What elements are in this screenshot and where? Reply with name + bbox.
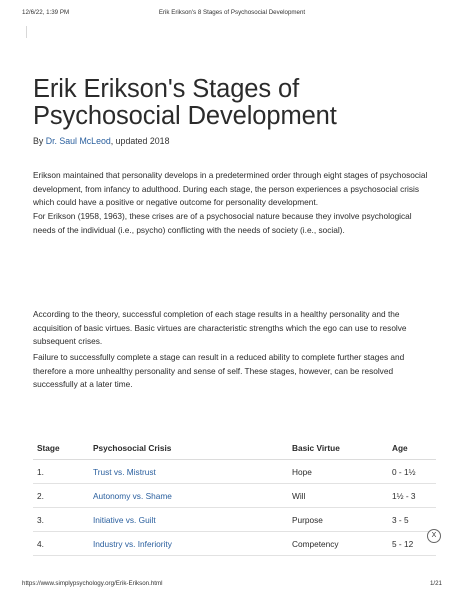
table-row (33, 532, 436, 556)
stage-cell: 4. (33, 532, 89, 556)
print-header (0, 9, 464, 21)
page-url: https://www.simplypsychology.org/Erik-Erikson.html (22, 580, 163, 587)
print-page-title: Erik Erikson's 8 Stages of Psychosocial Development (158, 9, 306, 16)
stage-cell: 3. (33, 508, 89, 532)
print-date: 12/6/22, 1:39 PM (22, 9, 70, 16)
header-crisis: Psychosocial Crisis (89, 437, 288, 460)
crisis-link[interactable]: Industry vs. Inferiority (89, 532, 288, 556)
author-link[interactable]: Dr. Saul McLeod (45, 136, 111, 146)
virtue-cell: Competency (288, 532, 388, 556)
virtue-cell: Purpose (288, 508, 388, 532)
page-number: 1/21 (429, 580, 442, 587)
paragraph-theory: According to the theory, successful completion of each stage results in a healthy personality and the acquisition of basic virtues. Basic virtues are characteristic strengths which the ego can use to resolve subsequent crises. (33, 309, 407, 347)
table-row (33, 460, 436, 484)
age-cell: 1½ - 3 (388, 484, 436, 508)
close-ad-button[interactable]: X (427, 529, 441, 543)
byline (33, 136, 433, 146)
table-header-row (33, 437, 436, 460)
table-row (33, 508, 436, 532)
crisis-link[interactable]: Autonomy vs. Shame (89, 484, 288, 508)
paragraph-failure: Failure to successfully complete a stage can result in a reduced ability to complete further stages and therefore a more unhealthy personality and sense of self. These stages, however, can be resolved successfully at a later time. (33, 352, 405, 390)
stage-cell: 1. (33, 460, 89, 484)
paragraph-intro: Erikson maintained that personality develops in a predetermined order through eight stages of psychosocial development, from infancy to adulthood. During each stage, the person experiences a psychosocial crisis which could have a positive or negative outcome for personality development. (33, 170, 428, 208)
article (33, 75, 433, 390)
age-cell: 3 - 5 (388, 508, 436, 532)
crisis-link[interactable]: Initiative vs. Guilt (89, 508, 288, 532)
article-title: Erik Erikson's Stages of Psychosocial Development (33, 75, 337, 130)
age-cell: 0 - 1½ (388, 460, 436, 484)
byline-suffix: , updated 2018 (110, 136, 170, 146)
crisis-link[interactable]: Trust vs. Mistrust (89, 460, 288, 484)
byline-prefix: By (33, 136, 46, 146)
header-age: Age (388, 437, 436, 460)
header-virtue: Basic Virtue (288, 437, 388, 460)
table-row (33, 484, 436, 508)
header-stage: Stage (33, 437, 89, 460)
virtue-cell: Will (288, 484, 388, 508)
paragraph-crises: For Erikson (1958, 1963), these crises are of a psychosocial nature because they involve psychological needs of the individual (i.e., psycho) conflicting with the needs of society (i.e., social). (33, 211, 412, 235)
virtue-cell: Hope (288, 460, 388, 484)
age-cell: 5 - 12 (388, 532, 436, 556)
margin-marker (26, 26, 27, 38)
stage-cell: 2. (33, 484, 89, 508)
stages-table (33, 437, 436, 556)
